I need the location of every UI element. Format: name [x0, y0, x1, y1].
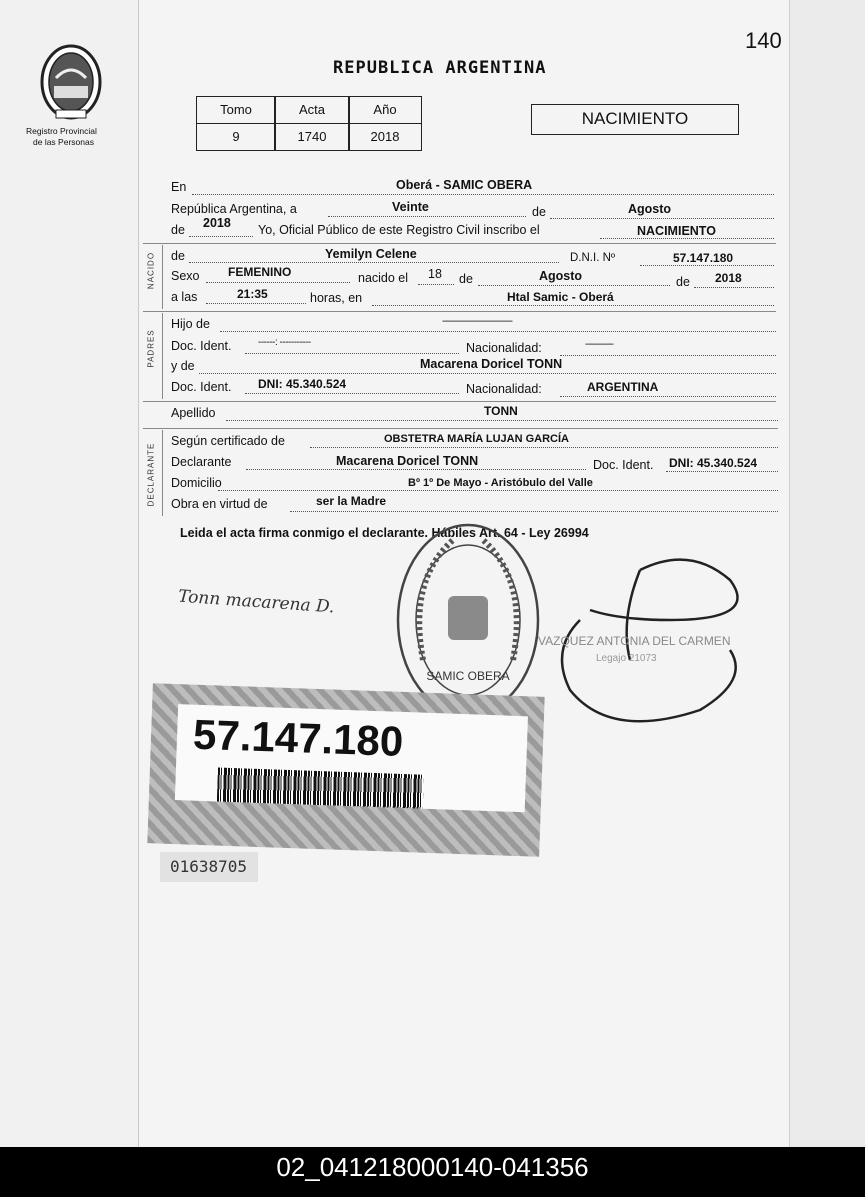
label-doc-ident-declarant: Doc. Ident. — [593, 458, 654, 472]
value-address: Bº 1º De Mayo - Aristóbulo del Valle — [408, 477, 593, 489]
value-by-virtue-of: ser la Madre — [316, 494, 387, 508]
table-header-tomo: Tomo — [220, 102, 252, 117]
label-segun-certificado: Según certificado de — [171, 434, 285, 448]
label-apellido: Apellido — [171, 406, 216, 420]
act-type: NACIMIENTO — [581, 109, 689, 128]
official-stamp-name: VAZQUEZ ANTONIA DEL CARMEN — [538, 634, 731, 648]
value-year: 2018 — [203, 216, 231, 230]
label-doc-ident-father: Doc. Ident. — [171, 339, 232, 353]
label-doc-ident-mother: Doc. Ident. — [171, 380, 232, 394]
value-day-words: Veinte — [392, 200, 429, 214]
value-declarant-doc: DNI: 45.340.524 — [669, 456, 758, 470]
label-de-birth-year: de — [676, 275, 690, 289]
label-hijo-de: Hijo de — [171, 317, 210, 331]
issuer-line1: Registro Provincial — [26, 126, 97, 136]
value-declarant: Macarena Doricel TONN — [336, 454, 479, 468]
left-margin — [0, 0, 139, 1147]
label-nacionalidad-mother: Nacionalidad: — [466, 382, 542, 396]
official-stamp-legajo: Legajo 21073 — [596, 653, 657, 664]
section-label-declarante: DECLARANTE — [146, 442, 156, 507]
label-de-name: de — [171, 249, 185, 263]
table-header-acta: Acta — [298, 102, 325, 117]
value-act: NACIMIENTO — [637, 224, 716, 238]
value-child-name: Yemilyn Celene — [325, 247, 417, 261]
value-surname: TONN — [484, 404, 518, 418]
label-sexo: Sexo — [171, 269, 200, 283]
value-father-nationality: ------------ — [585, 339, 613, 350]
table-value-acta: 1740 — [297, 129, 327, 144]
province-crest-icon — [36, 42, 106, 122]
table-value-ano: 2018 — [370, 129, 400, 144]
label-nacido-el: nacido el — [358, 271, 409, 285]
seal-stamp-icon — [393, 520, 543, 720]
official-signature-icon — [530, 550, 760, 750]
footer-code: 02_041218000140-041356 — [0, 1147, 865, 1197]
label-nacionalidad-father: Nacionalidad: — [466, 341, 542, 355]
svg-text:SAMIC OBERA: SAMIC OBERA — [426, 669, 510, 683]
value-child-dni: 57.147.180 — [673, 251, 734, 265]
serial-number: 01638705 — [170, 857, 248, 876]
closing-text: Leida el acta firma conmigo el declarante. Hábiles Art. 64 - Ley 26994 — [180, 526, 589, 540]
label-de-month: de — [532, 205, 546, 219]
label-de-year: de — [171, 223, 185, 237]
label-obra-en-virtud: Obra en virtud de — [171, 497, 268, 511]
document-title: REPUBLICA ARGENTINA — [333, 58, 547, 78]
value-birth-time: 21:35 — [237, 287, 268, 301]
table-header-ano: Año — [373, 102, 397, 117]
label-en: En — [171, 180, 187, 194]
section-label-padres: PADRES — [146, 329, 156, 368]
label-y-de: y de — [171, 359, 195, 373]
value-certificate-by: OBSTETRA MARÍA LUJAN GARCÍA — [384, 433, 569, 445]
value-place: Oberá - SAMIC OBERA — [396, 178, 533, 192]
right-page-edge — [789, 0, 865, 1147]
value-mother-name: Macarena Doricel TONN — [420, 357, 563, 371]
value-sex: FEMENINO — [228, 265, 292, 279]
dni-barcode-sticker — [147, 683, 544, 857]
label-a-las: a las — [171, 290, 198, 304]
label-de-birth-month: de — [459, 272, 473, 286]
section-label-nacido: NACIDO — [146, 251, 156, 290]
sticker-number: 57.147.180 — [192, 710, 405, 765]
label-yo-oficial: Yo, Oficial Público de este Registro Civil inscribo el — [258, 223, 540, 237]
table-value-tomo: 9 — [232, 129, 240, 144]
value-birth-year: 2018 — [715, 271, 742, 285]
label-horas-en: horas, en — [310, 291, 363, 305]
label-declarante: Declarante — [171, 455, 232, 469]
label-republica: República Argentina, a — [171, 202, 297, 216]
page-number: 140 — [745, 28, 782, 53]
value-month: Agosto — [628, 202, 672, 216]
value-father-doc: ------: ----------- — [258, 337, 311, 348]
label-dni: D.N.I. Nº — [570, 252, 616, 264]
label-domicilio: Domicilio — [171, 476, 222, 490]
issuer-line2: de las Personas — [33, 137, 94, 147]
value-mother-doc: DNI: 45.340.524 — [258, 377, 347, 391]
barcode — [217, 768, 424, 809]
value-birth-place: Htal Samic - Oberá — [507, 290, 614, 304]
value-mother-nationality: ARGENTINA — [587, 380, 659, 394]
value-birth-month: Agosto — [539, 269, 583, 283]
value-birth-day: 18 — [428, 267, 442, 281]
handwritten-signature: Tonn macarena D. — [177, 586, 336, 618]
value-father-name: ------------------------------ — [442, 316, 512, 327]
